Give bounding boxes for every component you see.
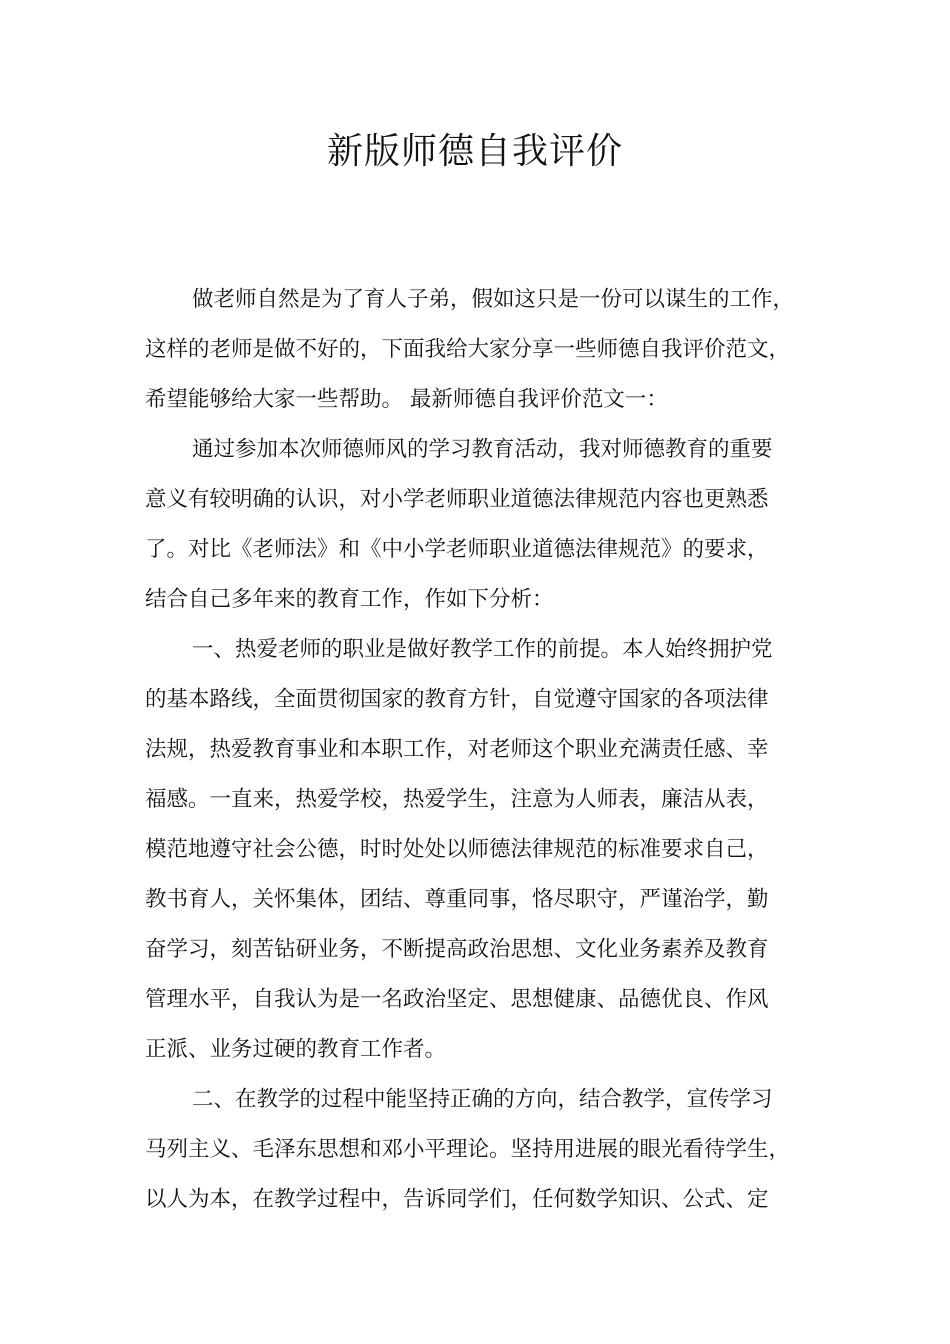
- paragraph-line: 马列主义、毛泽东思想和邓小平理论。坚持用进展的眼光看待学生，: [145, 1137, 791, 1162]
- paragraph-line: 模范地遵守社会公德，时时处处以师德法律规范的标准要求自己，: [145, 837, 769, 862]
- paragraph-line: 管理水平，自我认为是一名政治坚定、思想健康、品德优良、作风: [145, 987, 769, 1012]
- paragraph-line: 以人为本，在教学过程中，告诉同学们，任何数学知识、公式、定: [145, 1187, 769, 1212]
- paragraph-line: 的基本路线，全面贯彻国家的教育方针，自觉遵守国家的各项法律: [145, 687, 769, 712]
- paragraph-line: 正派、业务过硬的教育工作者。: [145, 1037, 447, 1062]
- paragraph-line: 通过参加本次师德师风的学习教育活动，我对师德教育的重要: [192, 437, 773, 462]
- document-title: 新版师德自我评价: [326, 131, 623, 172]
- paragraph-line: 奋学习，刻苦钻研业务，不断提高政治思想、文化业务素养及教育: [145, 937, 769, 962]
- paragraph-line: 法规，热爱教育事业和本职工作，对老师这个职业充满责任感、幸: [145, 737, 769, 762]
- paragraph-line: 一、热爱老师的职业是做好教学工作的前提。本人始终拥护党: [192, 637, 773, 662]
- paragraph-line: 福感。一直来，热爱学校，热爱学生，注意为人师表，廉洁从表，: [145, 787, 769, 812]
- paragraph-line: 希望能够给大家一些帮助。 最新师德自我评价范文一：: [145, 387, 668, 412]
- paragraph-line: 二、在教学的过程中能坚持正确的方向，结合教学，宣传学习: [192, 1087, 773, 1112]
- paragraph-line: 这样的老师是做不好的，下面我给大家分享一些师德自我评价范文，: [145, 337, 791, 362]
- paragraph-line: 结合自己多年来的教育工作，作如下分析：: [145, 587, 554, 612]
- paragraph-line: 教书育人，关怀集体，团结、尊重同事，恪尽职守，严谨治学，勤: [145, 887, 769, 912]
- paragraph-line: 做老师自然是为了育人子弟，假如这只是一份可以谋生的工作，: [192, 287, 795, 312]
- paragraph-line: 了。对比《老师法》和《中小学老师职业道德法律规范》的要求，: [145, 537, 769, 562]
- paragraph-line: 意义有较明确的认识，对小学老师职业道德法律规范内容也更熟悉: [145, 487, 769, 512]
